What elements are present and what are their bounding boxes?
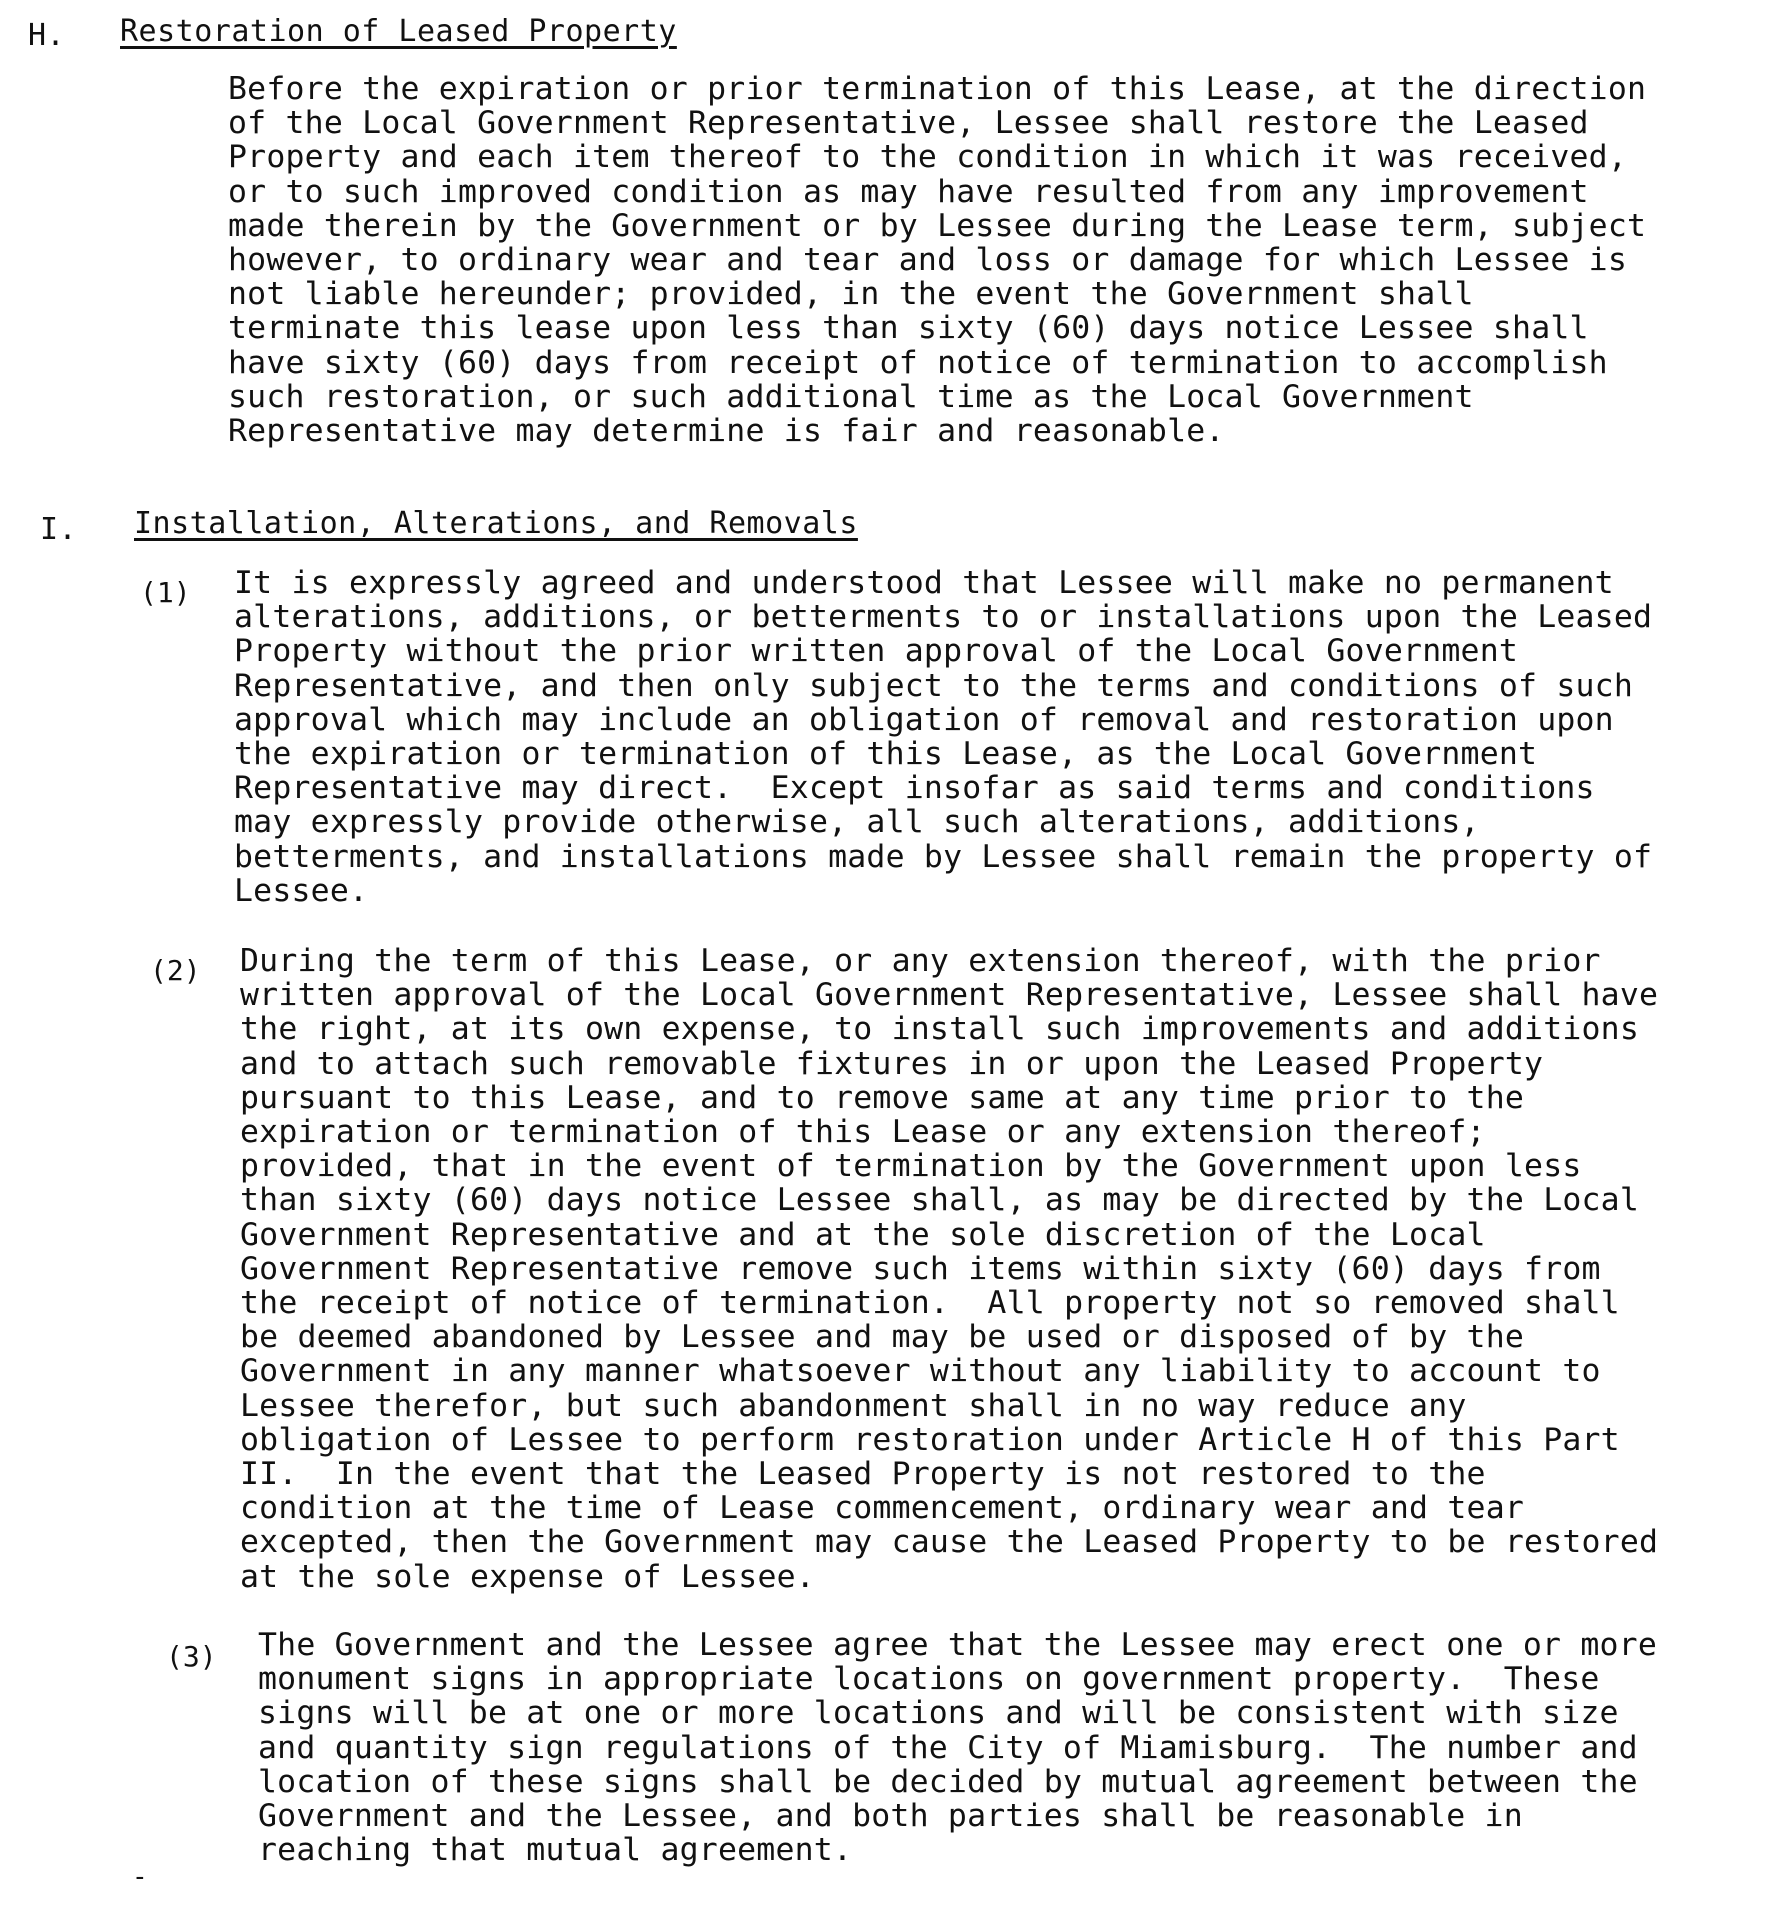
paragraph-line: expiration or termination of this Lease or any extension thereof; [240, 1114, 1486, 1151]
paragraph-line: and to attach such removable fixtures in or upon the Leased Property [240, 1045, 1544, 1082]
item-3-paragraph [258, 1628, 1657, 1867]
paragraph-line: II. In the event that the Leased Property is not restored to the [240, 1456, 1486, 1493]
paragraph-line: Property and each item thereof to the condition in which it was received, [228, 139, 1628, 176]
paragraph-line: location of these signs shall be decided by mutual agreement between the [258, 1763, 1638, 1800]
paragraph-line: terminate this lease upon less than sixty (60) days notice Lessee shall [228, 310, 1589, 347]
section-h-paragraph [228, 72, 1646, 448]
paragraph-line: During the term of this Lease, or any extension thereof, with the prior [240, 943, 1601, 979]
paragraph-line: approval which may include an obligation of removal and restoration upon [234, 701, 1614, 738]
paragraph-line: Government and the Lessee, and both parties shall be reasonable in [258, 1798, 1523, 1835]
paragraph-line: obligation of Lessee to perform restoration under Article H of this Part [240, 1421, 1620, 1458]
paragraph-line: signs will be at one or more locations and will be consistent with size [258, 1695, 1619, 1732]
paragraph-line: and quantity sign regulations of the City of Miamisburg. The number and [258, 1729, 1638, 1766]
paragraph-line: monument signs in appropriate locations on government property. These [258, 1661, 1600, 1698]
paragraph-line: Government Representative remove such items within sixty (60) days from [240, 1250, 1601, 1287]
item-2-paragraph [240, 944, 1658, 1594]
paragraph-line: Representative may direct. Except insofar as said terms and conditions [234, 770, 1595, 807]
paragraph-line: or to such improved condition as may have resulted from any improvement [228, 173, 1589, 210]
paragraph-line: than sixty (60) days notice Lessee shall, as may be directed by the Local [240, 1182, 1640, 1219]
section-h-title: Restoration of Leased Property [120, 14, 677, 49]
paragraph-line: not liable hereunder; provided, in the event the Government shall [228, 276, 1474, 313]
paragraph-line: such restoration, or such additional time as the Local Government [228, 378, 1474, 415]
paragraph-line: alterations, additions, or betterments to or installations upon the Leased [234, 599, 1653, 636]
paragraph-line: of the Local Government Representative, Lessee shall restore the Leased [228, 105, 1589, 142]
paragraph-line: however, to ordinary wear and tear and loss or damage for which Lessee is [228, 242, 1628, 279]
paragraph-line: Property without the prior written approval of the Local Government [234, 633, 1519, 670]
paragraph-line: be deemed abandoned by Lessee and may be used or disposed of by the [240, 1319, 1525, 1356]
paragraph-line: It is expressly agreed and understood that Lessee will make no permanent [234, 565, 1614, 601]
paragraph-line: the receipt of notice of termination. All property not so removed shall [240, 1285, 1620, 1322]
paragraph-line: condition at the time of Lease commencement, ordinary wear and tear [240, 1490, 1525, 1527]
paragraph-line: at the sole expense of Lessee. [240, 1558, 815, 1595]
paragraph-line: made therein by the Government or by Lessee during the Lease term, subject [228, 207, 1647, 244]
paragraph-line: written approval of the Local Government Representative, Lessee shall have [240, 977, 1659, 1014]
paragraph-line: Lessee. [234, 872, 369, 909]
paragraph-line: pursuant to this Lease, and to remove same at any time prior to the [240, 1079, 1525, 1116]
section-h-marker: H. [28, 18, 66, 53]
paragraph-line: reaching that mutual agreement. [258, 1832, 853, 1869]
paragraph-line: Government Representative and at the sole discretion of the Local [240, 1216, 1486, 1253]
section-i-title: Installation, Alterations, and Removals [134, 506, 858, 541]
paragraph-line: Representative may determine is fair and reasonable. [228, 413, 1225, 450]
paragraph-line: may expressly provide otherwise, all such alterations, additions, [234, 804, 1480, 841]
section-i-marker: I. [40, 512, 78, 547]
paragraph-line: betterments, and installations made by Lessee shall remain the property of [234, 838, 1653, 875]
paragraph-line: Representative, and then only subject to the terms and conditions of such [234, 667, 1634, 704]
paragraph-line: the expiration or termination of this Lease, as the Local Government [234, 736, 1538, 773]
margin-mark: - [132, 1862, 148, 1892]
paragraph-line: Before the expiration or prior termination of this Lease, at the direction [228, 71, 1647, 107]
paragraph-line: excepted, then the Government may cause the Leased Property to be restored [240, 1524, 1659, 1561]
item-3-number: (3) [166, 1640, 217, 1673]
paragraph-line: The Government and the Lessee agree that the Lessee may erect one or more [258, 1627, 1658, 1663]
item-2-number: (2) [150, 954, 201, 987]
item-1-number: (1) [140, 576, 191, 609]
paragraph-line: Lessee therefor, but such abandonment shall in no way reduce any [240, 1387, 1467, 1424]
item-1-paragraph [234, 566, 1652, 908]
paragraph-line: have sixty (60) days from receipt of notice of termination to accomplish [228, 344, 1608, 381]
paragraph-line: the right, at its own expense, to install such improvements and additions [240, 1011, 1640, 1048]
paragraph-line: provided, that in the event of termination by the Government upon less [240, 1148, 1582, 1185]
paragraph-line: Government in any manner whatsoever without any liability to account to [240, 1353, 1601, 1390]
